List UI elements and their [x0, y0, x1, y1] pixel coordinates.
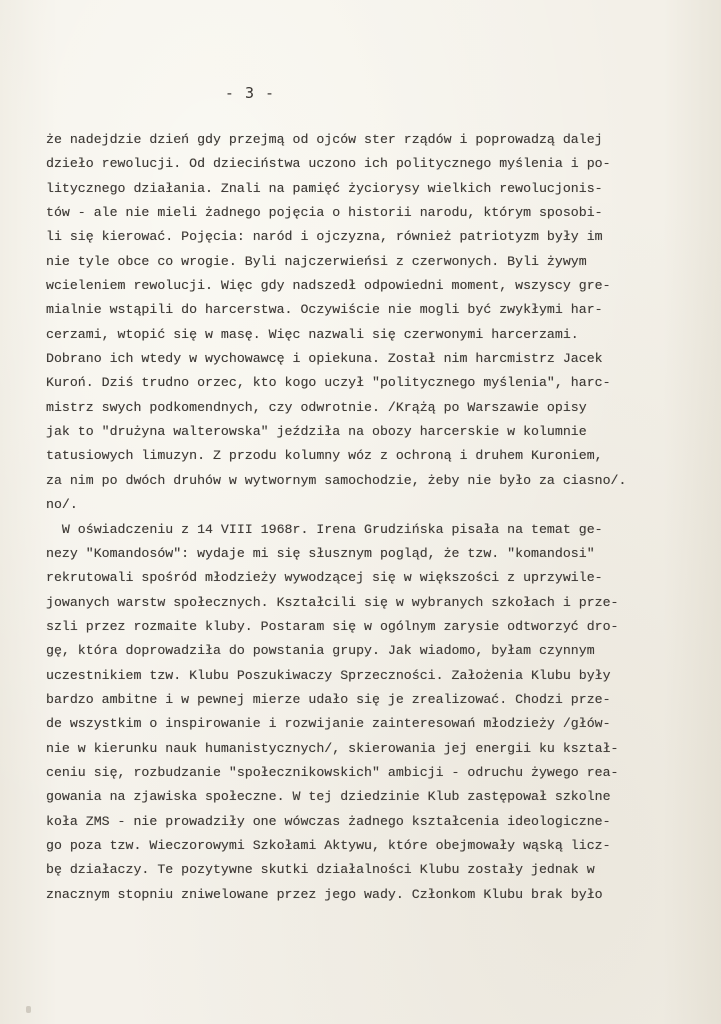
text-line: go poza tzw. Wieczorowymi Szkołami Aktywu, które obejmowały wąską licz- — [46, 837, 611, 853]
text-line: szli przez rozmaite kluby. Postaram się w ogólnym zarysie odtworzyć dro- — [46, 618, 619, 634]
text-line: nie w kierunku nauk humanistycznych/, skierowania jej energii ku kształ- — [46, 740, 619, 756]
text-line: nezy "Komandosów": wydaje mi się słusznym pogląd, że tzw. "komandosi" — [46, 545, 595, 561]
text-line: koła ZMS - nie prowadziły one wówczas żadnego kształcenia ideologiczne- — [46, 813, 611, 829]
text-line: jowanych warstw społecznych. Kształcili się w wybranych szkołach i prze- — [46, 594, 619, 610]
text-line: Dobrano ich wtedy w wychowawcę i opiekuna. Został nim harcmistrz Jacek — [46, 351, 603, 367]
text-line: gowania na zjawiska społeczne. W tej dziedzinie Klub zastępował szkolne — [46, 789, 611, 805]
text-line: mialnie wstąpili do harcerstwa. Oczywiście nie mogli być zwykłymi har- — [46, 302, 603, 318]
text-line: rekrutowali spośród młodzieży wywodzącej się w większości z uprzywile- — [46, 570, 603, 586]
text-line: tów - ale nie mieli żadnego pojęcia o historii narodu, którym sposobi- — [46, 205, 603, 221]
text-line: bę działaczy. Te pozytywne skutki działalności Klubu zostały jednak w — [46, 862, 595, 878]
body-text — [46, 128, 627, 907]
text-line: cerzami, wtopić się w masę. Więc nazwali się czerwonymi harcerzami. — [46, 326, 579, 342]
text-line: tatusiowych limuzyn. Z przodu kolumny wóz z ochroną i druhem Kuroniem, — [46, 448, 603, 464]
text-line: W oświadczeniu z 14 VIII 1968r. Irena Grudzińska pisała na temat ge- — [46, 521, 603, 537]
text-line: dzieło rewolucji. Od dzieciństwa uczono ich politycznego myślenia i po- — [46, 156, 611, 172]
text-line: jak to "drużyna walterowska" jeździła na obozy harcerskie w kolumnie — [46, 424, 587, 440]
paper-mark — [26, 1006, 31, 1013]
text-line: znacznym stopniu zniwelowane przez jego wady. Członkom Klubu brak było — [46, 886, 603, 902]
text-line: za nim po dwóch druhów w wytwornym samochodzie, żeby nie było za ciasno/. — [46, 472, 627, 488]
text-line: gę, która doprowadziła do powstania grupy. Jak wiadomo, byłam czynnym — [46, 643, 595, 659]
text-line: ceniu się, rozbudzanie "społecznikowskich" ambicji - odruchu żywego rea- — [46, 764, 619, 780]
text-line: nie tyle obce co wrogie. Byli najczerwieńsi z czerwonych. Byli żywym — [46, 253, 587, 269]
text-line: li się kierować. Pojęcia: naród i ojczyzna, również patriotyzm były im — [46, 229, 603, 245]
text-line: Kuroń. Dziś trudno orzec, kto kogo uczył "politycznego myślenia", harc- — [46, 375, 611, 391]
text-line: mistrz swych podkomendnych, czy odwrotnie. /Krążą po Warszawie opisy — [46, 399, 587, 415]
text-line: litycznego działania. Znali na pamięć życiorysy wielkich rewolucjonis- — [46, 180, 603, 196]
text-line: uczestnikiem tzw. Klubu Poszukiwaczy Sprzeczności. Założenia Klubu były — [46, 667, 611, 683]
page-number: - 3 - — [224, 84, 276, 102]
text-line: że nadejdzie dzień gdy przejmą od ojców ster rządów i poprowadzą dalej — [46, 132, 603, 147]
text-line: de wszystkim o inspirowanie i rozwijanie zainteresowań młodzieży /głów- — [46, 716, 611, 732]
text-line: wcieleniem rewolucji. Więc gdy nadszedł odpowiedni moment, wszyscy gre- — [46, 278, 611, 294]
text-line: bardzo ambitne i w pewnej mierze udało się je zrealizować. Chodzi prze- — [46, 691, 611, 707]
text-line: no/. — [46, 497, 78, 513]
